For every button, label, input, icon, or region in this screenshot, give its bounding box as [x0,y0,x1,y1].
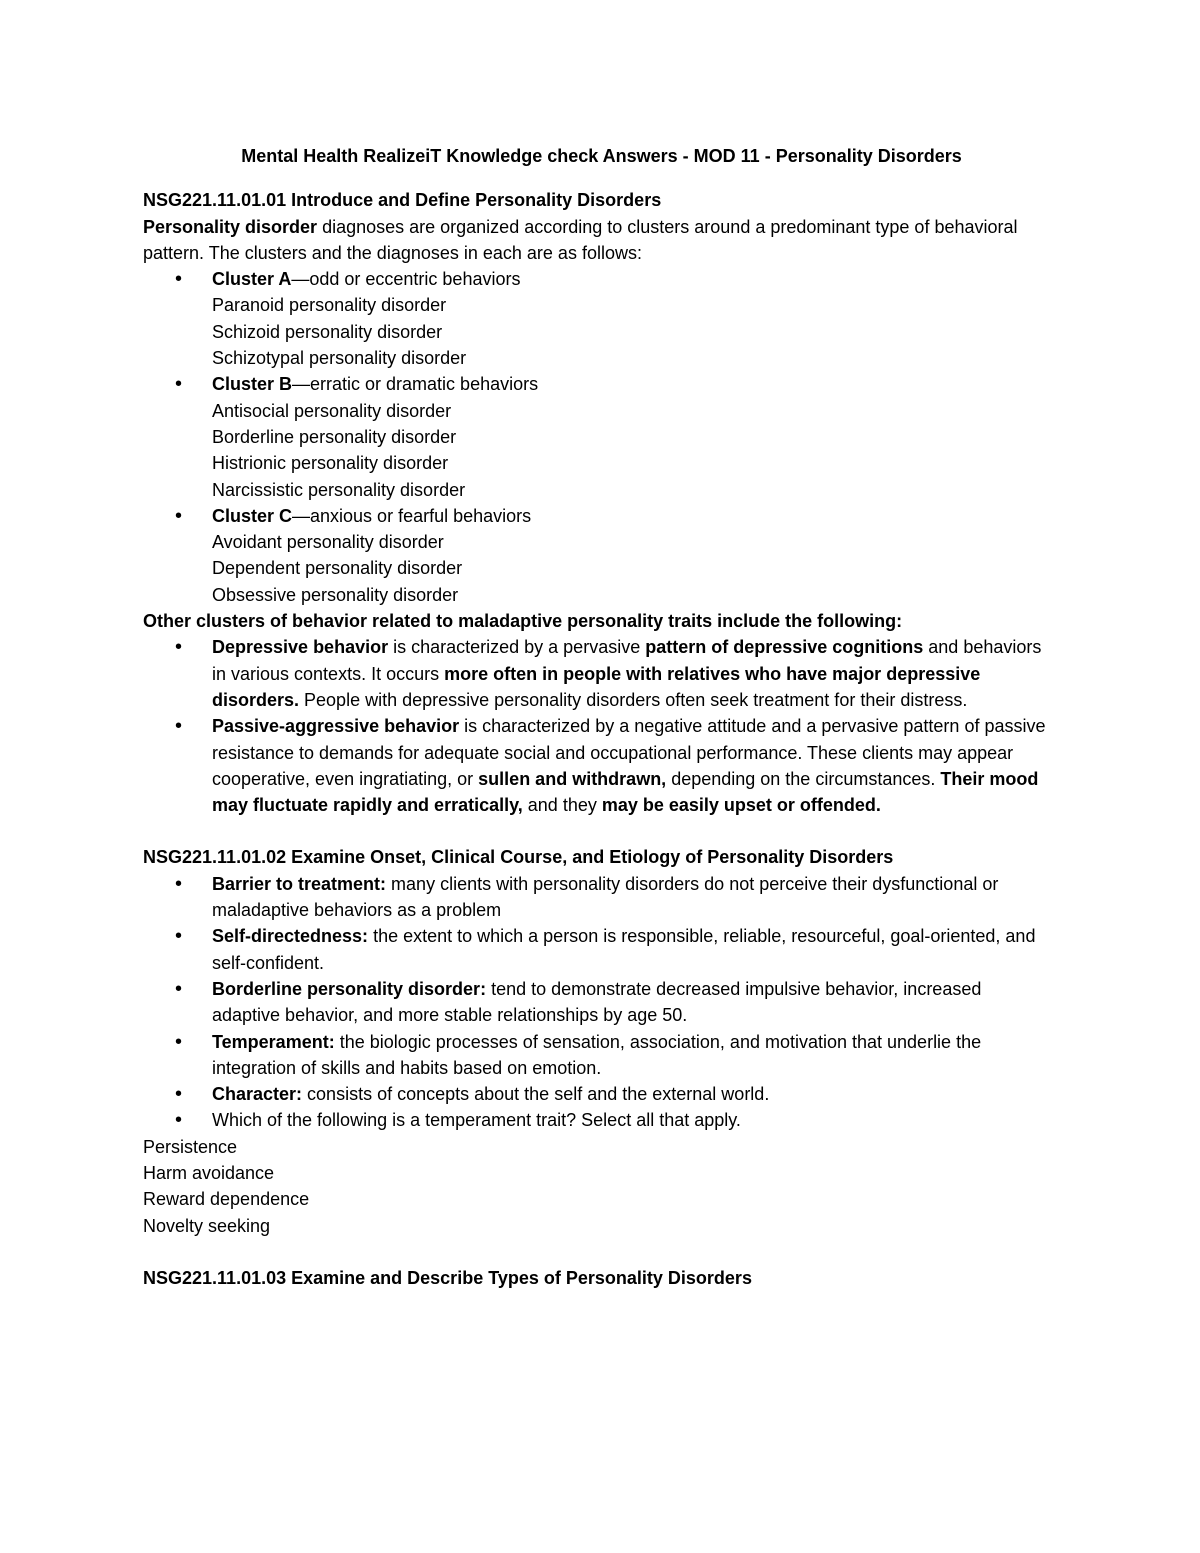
cluster-desc: —odd or eccentric behaviors [291,269,521,290]
emphasis: Their mood may fluctuate rapidly and erratically, [212,768,1039,816]
term: Depressive behavior [212,637,389,658]
text: depending on the circumstances. [666,768,941,789]
diagnosis-item: Schizotypal personality disorder [212,348,467,369]
depressive-behavior-item [143,634,1050,713]
answer-item: Novelty seeking [143,1215,271,1236]
diagnosis-item: Antisocial personality disorder [212,400,452,421]
definition-item [143,976,1050,1029]
spacer [143,818,1050,844]
question-text: Which of the following is a temperament trait? Select all that apply. [212,1110,741,1131]
section-heading-03: NSG221.11.01.03 Examine and Describe Types of Personality Disorders [143,1267,752,1288]
cluster-desc: —anxious or fearful behaviors [292,505,532,526]
emphasis: more often in people with relatives who have major depressive disorders. [212,663,981,710]
document-title: Mental Health RealizeiT Knowledge check Answers - MOD 11 - Personality Disorders [241,146,962,166]
term: Passive-aggressive behavior [212,716,460,737]
definition-item [143,1029,1050,1082]
diagnosis-item: Schizoid personality disorder [212,321,443,342]
term: Self-directedness: [212,926,369,947]
cluster-name: Cluster B [212,374,293,395]
cluster-name: Cluster C [212,505,293,526]
text: and behaviors in various contexts. It occurs [212,637,1042,684]
term: Temperament: [212,1031,335,1052]
diagnosis-item: Avoidant personality disorder [212,532,444,553]
cluster-item-b [143,371,1050,502]
question-item [143,1107,1050,1133]
cluster-item-c [143,503,1050,608]
definition: consists of concepts about the self and the external world. [302,1084,770,1105]
diagnosis-item: Narcissistic personality disorder [212,479,466,500]
term: Character: [212,1084,303,1105]
cluster-item-a [143,266,1050,371]
section-heading-01: NSG221.11.01.01 Introduce and Define Personality Disorders [143,190,662,211]
term: Barrier to treatment: [212,873,387,894]
definition-item [143,1081,1050,1107]
definition: the biologic processes of sensation, association, and motivation that underlie the integration of skills and habits based on emotion. [212,1031,982,1078]
diagnosis-item: Borderline personality disorder [212,426,457,447]
other-behaviors-list [143,634,1050,818]
answer-item: Persistence [143,1136,238,1157]
definition-item [143,871,1050,924]
section-intro [143,214,1050,267]
emphasis: may be easily upset or offended. [601,795,881,816]
definition: many clients with personality disorders do not perceive their dysfunctional or maladaptive behaviors as a problem [212,873,999,921]
definition-item [143,923,1050,976]
diagnosis-item: Obsessive personality disorder [212,584,459,605]
diagnosis-item: Paranoid personality disorder [212,295,447,316]
answer-item: Harm avoidance [143,1162,275,1183]
answer-item: Reward dependence [143,1189,310,1210]
diagnosis-item: Dependent personality disorder [212,558,463,579]
onset-list [143,871,1050,1134]
passive-aggressive-item [143,713,1050,818]
intro-text: diagnoses are organized according to clusters around a predominant type of behavioral pattern. The clusters and the diagnoses in each are as follows: [143,216,1018,263]
section-heading-02: NSG221.11.01.02 Examine Onset, Clinical Course, and Etiology of Personality Disorders [143,847,894,868]
other-clusters-heading: Other clusters of behavior related to maladaptive personality traits include the following: [143,611,903,632]
definition: the extent to which a person is responsible, reliable, resourceful, goal-oriented, and self-confident. [212,926,1036,973]
emphasis: sullen and withdrawn, [478,768,667,789]
text: is characterized by a pervasive [388,637,646,658]
cluster-desc: —erratic or dramatic behaviors [292,374,539,395]
term: Borderline personality disorder: [212,978,487,999]
spacer [143,1239,1050,1265]
text: is characterized by a negative attitude and a pervasive pattern of passive resistance to demands for adequate social and occupational performance. These clients may appear cooperative, even ingratiating, or [212,716,1046,789]
emphasis: pattern of depressive cognitions [645,637,924,658]
text: and they [522,795,602,816]
cluster-name: Cluster A [212,269,292,290]
text: People with depressive personality disorders often seek treatment for their distress. [299,689,968,710]
definition: tend to demonstrate decreased impulsive behavior, increased adaptive behavior, and more stable relationships by age 50. [212,978,982,1026]
intro-term: Personality disorder [143,216,318,237]
cluster-list [143,266,1050,608]
diagnosis-item: Histrionic personality disorder [212,453,449,474]
